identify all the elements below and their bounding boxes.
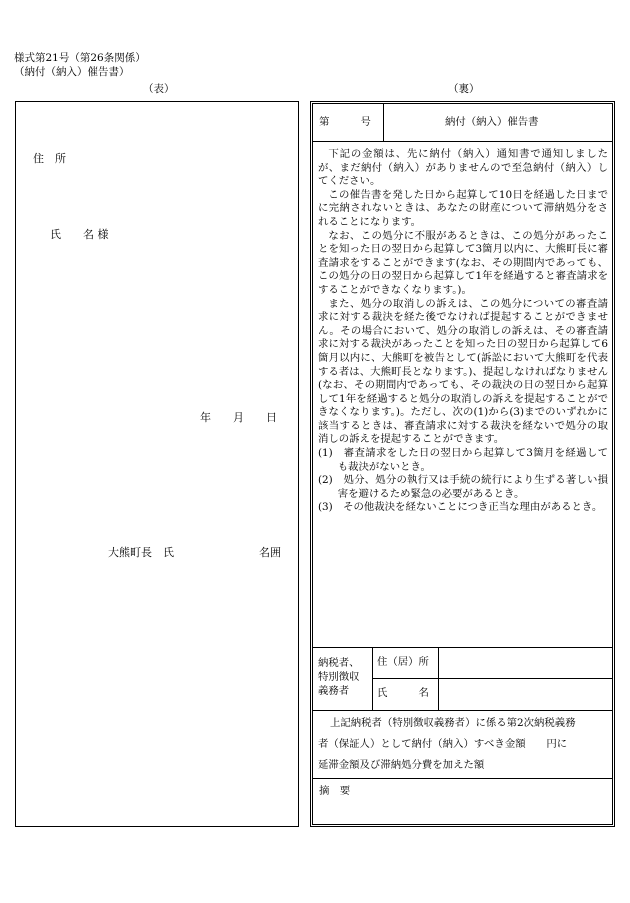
payer-label-3: 義務者 xyxy=(318,685,350,697)
residence-label: 住（居）所 xyxy=(377,656,429,668)
amount-row xyxy=(313,711,612,779)
payer-label-1: 納税者、 xyxy=(318,657,360,669)
mayor-label: 大熊町長 氏 xyxy=(108,546,174,559)
payer-table xyxy=(313,648,612,711)
back-label: （裏） xyxy=(448,83,480,95)
paragraph: 下記の金額は、先に納付（納入）通知書で通知しましたが、まだ納付（納入）がありませんので至急納付（納入）してください。 xyxy=(318,148,608,188)
payer-name-label: 氏 名 xyxy=(377,687,429,699)
seal-label: 名囲 xyxy=(259,546,281,559)
list-item: (1) 審査請求をした日の翌日から起算して3箇月を経過しても裁決がないとき。 xyxy=(318,447,608,473)
amount-line-1: 上記納税者（特別徴収義務者）に係る第2次納税義務 xyxy=(330,717,576,729)
amount-line-2: 者（保証人）として納付（納入）すべき金額 円に xyxy=(318,738,568,750)
payer-label-2: 特別徴収 xyxy=(318,671,360,683)
list-item: (3) その他裁決を経ないことにつき正当な理由があるとき。 xyxy=(318,501,603,514)
number-cell xyxy=(313,104,384,141)
date-label: 年 月 日 xyxy=(200,411,277,424)
amount-line-3: 延滞金額及び滞納処分費を加えた額 xyxy=(318,759,485,771)
notice-body xyxy=(313,142,612,648)
title-row xyxy=(313,104,612,142)
front-label: （表） xyxy=(143,83,175,95)
front-panel xyxy=(15,101,299,827)
form-title: （納付（納入）催告書） xyxy=(14,66,130,78)
paragraph: この催告書を発した日から起算して10日を経過した日までに完納されないときは、あなたの財産について滞納処分をされることになります。 xyxy=(318,188,608,228)
number-label: 第 号 xyxy=(319,116,371,128)
paragraph: また、処分の取消しの訴えは、この処分についての審査請求に対する裁決を経た後でなければ提起することができません。その場合において、処分の取消しの訴えは、その審査請求に対する裁決があったことを知った日の翌日から起算して6箇月以内に、大熊町を被告として(訴訟において大熊町を代表する者は、大熊町長となります。)、提起しなければなりません(なお、その期間内であっても、その裁決の日の翌日から起算して1年を経過すると処分の取消しの訴えを提起することができなくなります。)。ただし、次の(1)から(3)までのいずれかに該当するときは、審査請求に対する裁決を経ないで処分の取消しの訴えを提起することができます。 xyxy=(318,297,608,446)
address-label: 住 所 xyxy=(33,152,66,165)
notice-title: 納付（納入）催告書 xyxy=(445,116,539,128)
summary-label: 摘 要 xyxy=(319,785,351,797)
paragraph: なお、この処分に不服があるときは、この処分があったことを知った日の翌日から起算して3箇月以内に、大熊町長に審査請求をすることができます(なお、その期間内であっても、この処分の日の翌日から起算して1年を経過すると審査請求をすることができなくなります。)。 xyxy=(318,229,608,296)
form-number: 様式第21号（第26条関係） xyxy=(14,52,146,64)
list-item: (2) 処分、処分の執行又は手続の続行により生ずる著しい損害を避けるため緊急の必要があるとき。 xyxy=(318,474,608,500)
recipient-name-label: 氏 名 様 xyxy=(50,228,109,241)
back-panel xyxy=(310,101,615,827)
